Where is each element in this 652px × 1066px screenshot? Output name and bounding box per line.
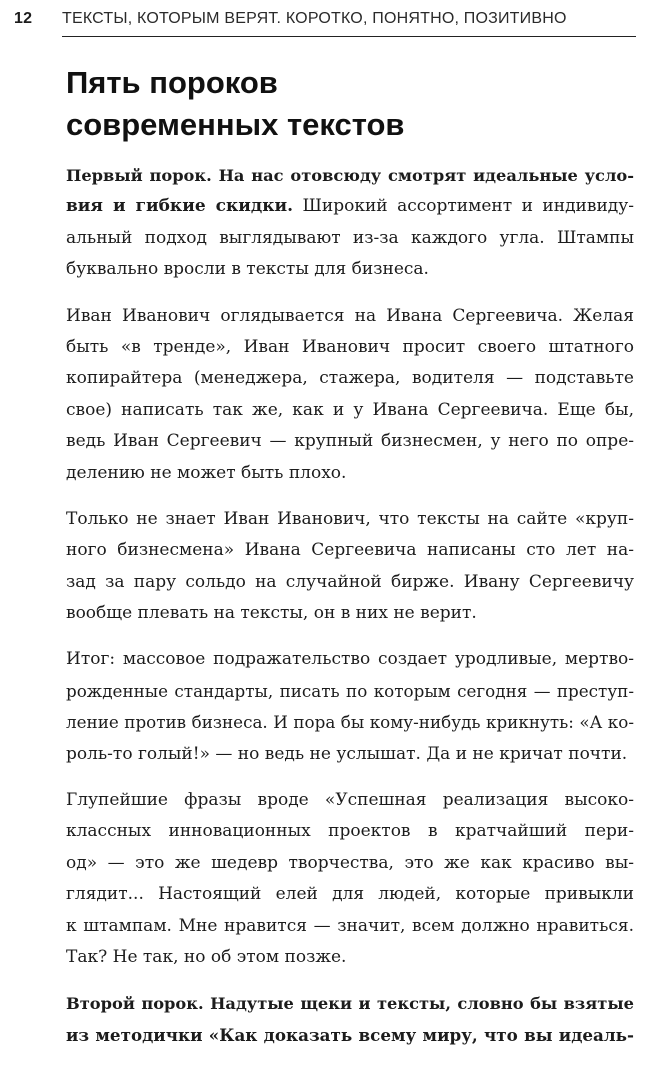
text-line <box>66 598 634 629</box>
text-run: Глупейшие фразы вроде «Успешная реализация высоко- <box>66 790 634 811</box>
text-run: копирайтера (менеджера, стажера, водителя — подставьте <box>66 368 634 389</box>
text-line <box>66 676 634 707</box>
chapter-title-line: Пять пороков <box>66 65 278 100</box>
text-run: ление против бизнеса. И пора бы кому-нибудь крикнуть: «А ко- <box>66 712 634 733</box>
header-rule <box>62 36 636 37</box>
text-line <box>66 254 634 285</box>
text-run: Так? Не так, но об этом позже. <box>66 946 347 967</box>
text-line <box>66 942 634 973</box>
text-run: ведь Иван Сергеевич — крупный бизнесмен, у него по опре- <box>66 431 634 452</box>
text-run: Итог: массовое подражательство создает уродливые, мертво- <box>66 649 634 670</box>
bold-run: вия и гибкие скидки. <box>66 196 293 217</box>
text-run: зад за пару сольдо на случайной бирже. Ивану Сергеевичу <box>66 571 634 592</box>
chapter-title <box>66 62 626 146</box>
text-line <box>66 785 634 816</box>
paragraph <box>66 504 634 630</box>
text-run: делению не может быть плохо. <box>66 462 347 483</box>
text-run: быть «в тренде», Иван Иванович просит своего штатного <box>66 336 634 357</box>
text-line <box>66 191 634 222</box>
bold-run: из методички «Как доказать всему миру, что вы идеаль- <box>66 1024 634 1045</box>
running-head <box>14 10 636 36</box>
text-line <box>66 426 634 457</box>
text-run: альный подход выглядывают из-за каждого угла. Штампы <box>66 227 634 248</box>
text-line <box>66 879 634 910</box>
text-line <box>66 988 634 1019</box>
bold-run: Второй порок. Надутые щеки и тексты, словно бы взятые <box>66 994 634 1014</box>
text-line <box>66 848 634 879</box>
text-line <box>66 644 634 675</box>
text-run: Широкий ассортимент и индивиду- <box>293 196 634 217</box>
text-line <box>66 395 634 426</box>
text-line <box>66 739 634 770</box>
paragraph <box>66 301 634 489</box>
text-run: ного бизнесмена» Ивана Сергеевича написаны сто лет на- <box>66 540 634 561</box>
paragraph <box>66 785 634 973</box>
text-run: буквально вросли в тексты для бизнеса. <box>66 259 429 280</box>
chapter-title-line: современных текстов <box>66 107 405 142</box>
text-run: вообще плевать на тексты, он в них не верит. <box>66 603 477 624</box>
text-run: к штампам. Мне нравится — значит, всем должно нравиться. <box>66 915 634 936</box>
body-text <box>66 160 634 1066</box>
text-line <box>66 911 634 942</box>
paragraph-first-vice <box>66 160 634 286</box>
text-run: роль-то голый!» — но ведь не услышат. Да и не кричат почти. <box>66 743 628 764</box>
text-line <box>66 504 634 535</box>
bold-run: Первый порок. На нас отовсюду смотрят идеальные усло- <box>66 166 634 185</box>
text-line <box>66 223 634 254</box>
text-run: од» — это же шедевр творчества, это же как красиво вы- <box>66 852 634 873</box>
paragraph-second-vice <box>66 988 634 1051</box>
paragraph <box>66 644 634 770</box>
text-line <box>66 332 634 363</box>
text-run: рожденные стандарты, писать по которым сегодня — преступ- <box>66 680 634 701</box>
running-title: ТЕКСТЫ, КОТОРЫМ ВЕРЯТ. КОРОТКО, ПОНЯТНО, ПОЗИТИВНО <box>62 10 567 27</box>
text-run: глядит... Настоящий елей для людей, которые привыкли <box>66 884 634 905</box>
text-line <box>66 535 634 566</box>
text-line <box>66 1020 634 1051</box>
text-line <box>66 458 634 489</box>
text-line <box>66 567 634 598</box>
text-line <box>66 301 634 332</box>
text-run: Только не знает Иван Иванович, что тексты на сайте «круп- <box>66 508 634 529</box>
text-line <box>66 160 634 191</box>
text-line <box>66 707 634 738</box>
page-number: 12 <box>14 10 33 27</box>
text-line <box>66 363 634 394</box>
text-run: Иван Иванович оглядывается на Ивана Сергеевича. Желая <box>66 305 634 326</box>
text-run: классных инновационных проектов в кратчайший пери- <box>66 821 634 842</box>
text-line <box>66 816 634 847</box>
text-run: свое) написать так же, как и у Ивана Сергеевича. Еще бы, <box>66 399 634 420</box>
